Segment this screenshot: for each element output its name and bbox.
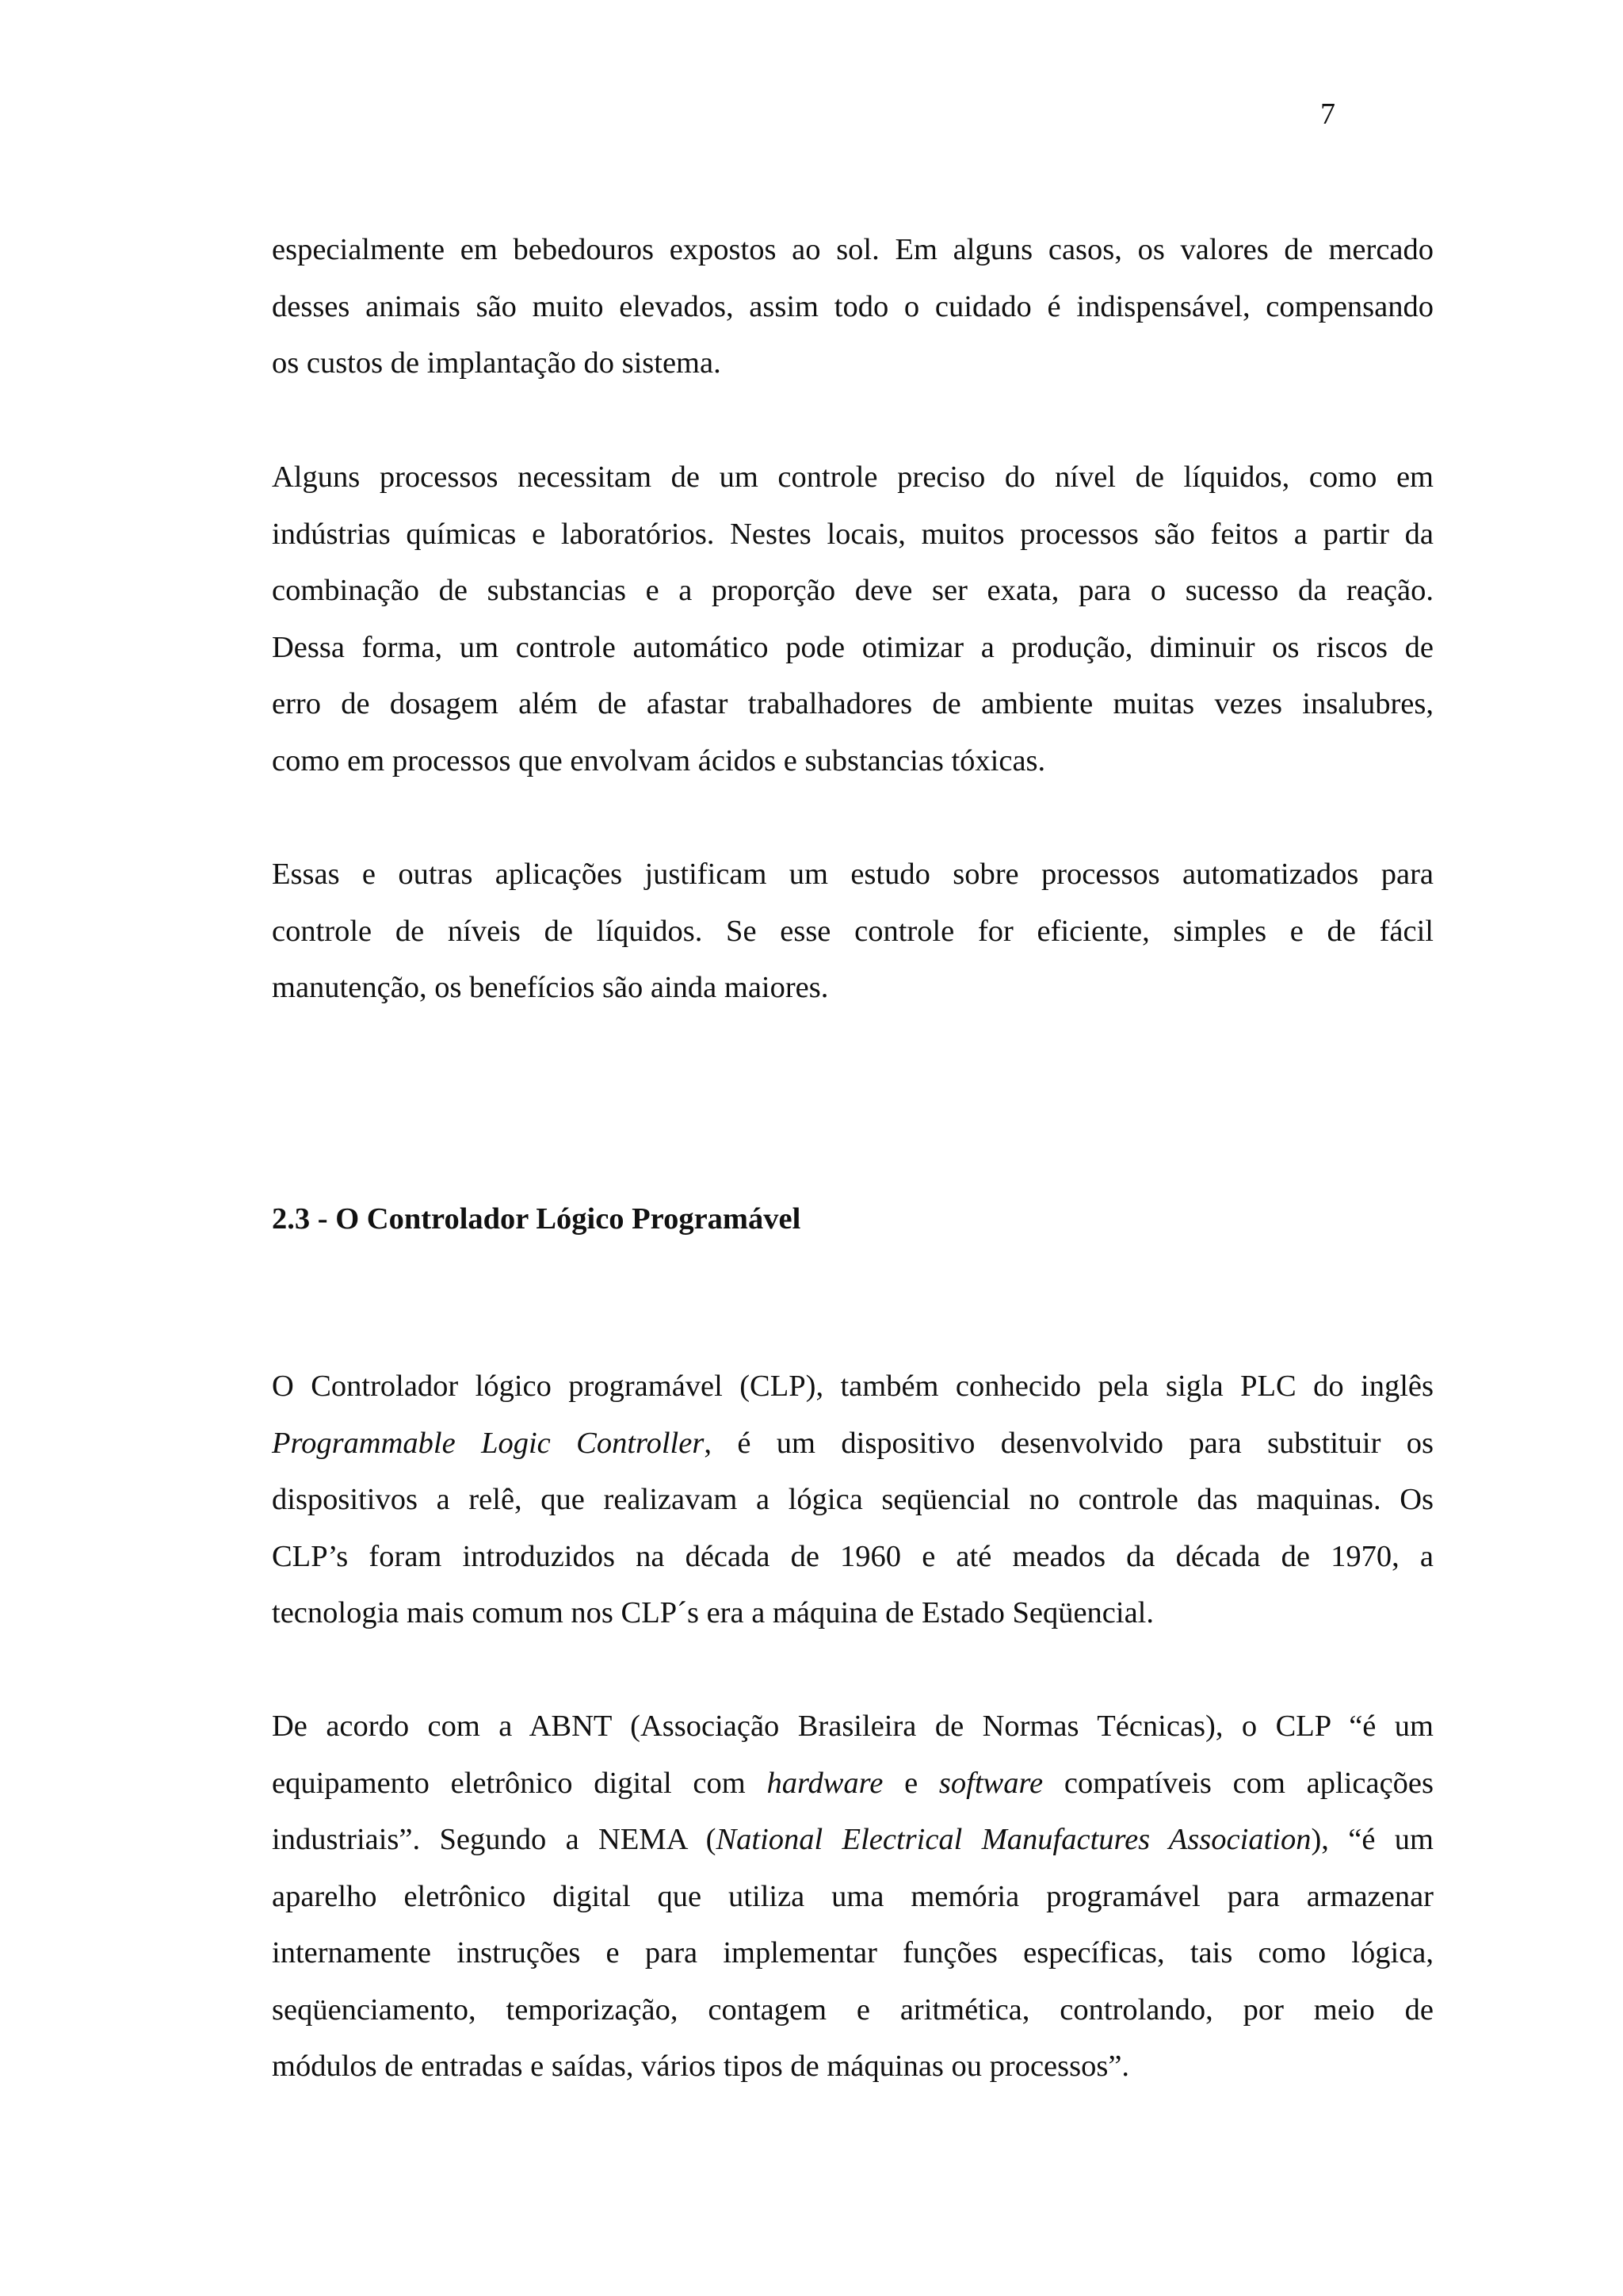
text-line: os custos de implantação do sistema. [272,346,721,380]
text-fragment: ), “é um [1311,1823,1434,1856]
text-line: desses animais são muito elevados, assim todo o cuidado é indispensável, compensando [272,289,1434,323]
paragraph-abnt-nema [272,1698,1434,2095]
text-line: De acordo com a ABNT (Associação Brasileira de Normas Técnicas), o CLP “é um [272,1710,1434,1743]
text-line: especialmente em bebedouros expostos ao sol. Em alguns casos, os valores de mercado [272,233,1434,266]
text-line: CLP’s foram introduzidos na década de 1960 e até meados da década de 1970, a [272,1539,1434,1573]
text-fragment: equipamento eletrônico digital com [272,1766,767,1800]
text-line [272,1755,1434,1813]
paragraph-processes [272,449,1434,789]
text-line: Essas e outras aplicações justificam um estudo sobre processos automatizados para [272,858,1434,891]
text-line [272,1812,1434,1869]
text-line: Alguns processos necessitam de um controle preciso do nível de líquidos, como em [272,460,1434,494]
text-fragment: , é um dispositivo desenvolvido para substituir os [704,1426,1434,1460]
text-line: internamente instruções e para implementar funções específicas, tais como lógica, [272,1936,1434,1969]
text-line: como em processos que envolvam ácidos e substancias tóxicas. [272,743,1046,777]
italic-term: Programmable Logic Controller [272,1426,705,1460]
text-line: seqüenciamento, temporização, contagem e aritmética, controlando, por meio de [272,1992,1434,2027]
italic-term: National Electrical Manufactures Association [716,1823,1312,1856]
text-line [272,1415,1434,1473]
section-heading: 2.3 - O Controlador Lógico Programável [272,1202,801,1236]
text-line: manutenção, os benefícios são ainda maiores. [272,971,829,1004]
paragraph-intro-continuation [272,222,1434,392]
text-line: dispositivos a relê, que realizavam a lógica seqüencial no controle das maquinas. Os [272,1483,1434,1516]
text-line: tecnologia mais comum nos CLP´s era a máquina de Estado Seqüencial. [272,1596,1155,1629]
page-number: 7 [1320,97,1335,131]
paragraph-applications [272,846,1434,1017]
italic-term: hardware [766,1766,884,1800]
italic-term: software [938,1766,1044,1800]
text-line: módulos de entradas e saídas, vários tipos de máquinas ou processos”. [272,2050,1130,2083]
text-line: indústrias químicas e laboratórios. Nestes locais, muitos processos são feitos a partir da [272,517,1434,551]
text-line: controle de níveis de líquidos. Se esse controle for eficiente, simples e de fácil [272,914,1434,948]
text-line: Dessa forma, um controle automático pode otimizar a produção, diminuir os riscos de [272,630,1434,664]
text-fragment: industriais”. Segundo a NEMA ( [272,1823,716,1856]
text-fragment: compatíveis com aplicações [1043,1766,1434,1800]
text-line: erro de dosagem além de afastar trabalhadores de ambiente muitas vezes insalubres, [272,687,1434,720]
text-fragment: e [883,1766,939,1800]
text-line: aparelho eletrônico digital que utiliza uma memória programável para armazenar [272,1879,1434,1913]
paragraph-clp-definition [272,1358,1434,1642]
text-line: O Controlador lógico programável (CLP), também conhecido pela sigla PLC do inglês [272,1370,1434,1403]
text-line: combinação de substancias e a proporção deve ser exata, para o sucesso da reação. [272,574,1434,607]
